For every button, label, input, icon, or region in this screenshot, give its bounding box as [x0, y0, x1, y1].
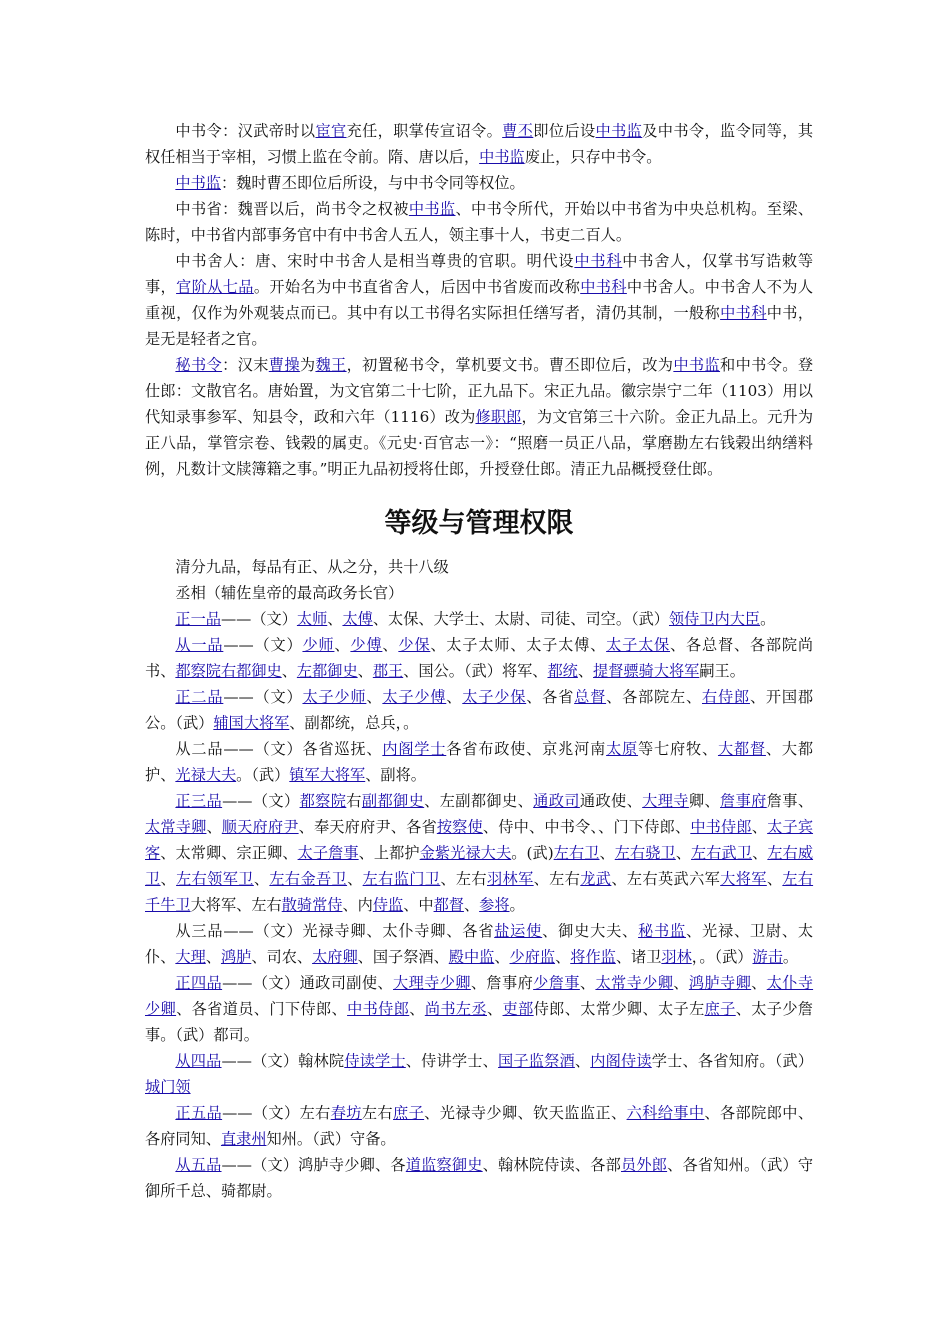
hyperlink[interactable]: 殿中监 — [448, 948, 495, 966]
hyperlink[interactable]: 内阁学士 — [382, 740, 447, 758]
hyperlink[interactable]: 中书侍郎 — [690, 818, 752, 836]
text-run: 、 — [409, 1000, 425, 1018]
text-run: 清分九品，每品有正、从之分，共十八级 — [175, 558, 449, 576]
text-run: 、中书令所代，开始以中书省为中央总机构。至梁、陈时，中书省内部事务官中有中书舍人五人，领主事十人，书吏二百人。 — [145, 200, 814, 244]
text-run: 通政使、 — [579, 792, 643, 810]
hyperlink[interactable]: 曹操 — [268, 356, 300, 374]
text-run: ：汉末 — [222, 356, 269, 374]
text-run: ，。（武） — [691, 948, 753, 966]
paragraph — [145, 1100, 813, 1152]
hyperlink[interactable]: 都督 — [433, 896, 464, 914]
text-run: 、 — [160, 870, 177, 888]
hyperlink[interactable]: 吏部 — [502, 1000, 534, 1018]
hyperlink[interactable]: 大都督 — [717, 740, 766, 758]
hyperlink[interactable]: 大理寺少卿 — [393, 974, 471, 992]
paragraph — [145, 632, 813, 684]
paragraph — [145, 118, 813, 170]
hyperlink[interactable]: 大理寺 — [642, 792, 689, 810]
hyperlink[interactable]: 都察院右都御史 — [175, 662, 282, 680]
document-page — [145, 118, 813, 1204]
hyperlink[interactable]: 中书监 — [175, 174, 221, 192]
hyperlink[interactable]: 左右卫 — [553, 844, 600, 862]
hyperlink[interactable]: 六科给事中 — [626, 1104, 705, 1122]
paragraph — [145, 970, 813, 1048]
hyperlink[interactable]: 镇军大将军 — [289, 766, 366, 784]
hyperlink[interactable]: 太常寺卿 — [145, 818, 207, 836]
text-run: 、太子少詹事。（武）都司。 — [145, 1000, 814, 1044]
text-run: 、 — [463, 896, 480, 914]
hyperlink[interactable]: 太傅 — [342, 610, 373, 628]
paragraph — [145, 1152, 813, 1204]
text-run: 、副将。 — [365, 766, 426, 784]
text-run: 左右 — [361, 1104, 393, 1122]
paragraph — [145, 352, 813, 482]
text-run: 。 — [509, 896, 525, 914]
hyperlink[interactable]: 都统 — [547, 662, 578, 680]
hyperlink[interactable]: 庶子 — [393, 1104, 425, 1122]
hyperlink[interactable]: 太师 — [296, 610, 328, 628]
hyperlink[interactable]: 中书科 — [580, 278, 627, 296]
text-run: 、各总督、各部院尚书、 — [145, 636, 814, 680]
hyperlink[interactable]: 春坊 — [330, 1104, 362, 1122]
hyperlink[interactable]: 金紫光禄大夫 — [419, 844, 512, 862]
hyperlink[interactable]: 龙武 — [580, 870, 612, 888]
hyperlink[interactable]: 正三品 — [175, 792, 223, 810]
text-run: 、光禄寺少卿、钦天监监正、 — [424, 1104, 627, 1122]
text-run: 中书省：魏晋以后，尚书令之权被 — [175, 200, 409, 218]
hyperlink[interactable]: 少保 — [398, 636, 431, 654]
text-run: 、内 — [342, 896, 373, 914]
hyperlink[interactable]: 曹丕 — [502, 122, 534, 140]
text-run: ，初置秘书令，掌机要文书。曹丕即位后，改为 — [346, 356, 674, 374]
hyperlink[interactable]: 左右威卫 — [145, 844, 814, 888]
text-run: 、左副都御史、 — [424, 792, 534, 810]
hyperlink[interactable]: 秘书监 — [638, 922, 686, 940]
hyperlink[interactable]: 盐运使 — [494, 922, 543, 940]
hyperlink[interactable]: 副都御史 — [361, 792, 425, 810]
text-run: 、侍讲学士、 — [405, 1052, 499, 1070]
text-run: 知州。（武）守备。 — [266, 1130, 396, 1148]
text-run: 、大都护、 — [145, 740, 814, 784]
text-run: 、 — [366, 688, 383, 706]
hyperlink[interactable]: 官阶从七品 — [176, 278, 254, 296]
paragraph — [145, 196, 813, 248]
text-run: 右 — [346, 792, 362, 810]
text-run: 、 — [766, 870, 783, 888]
hyperlink[interactable]: 提督骠骑大将军 — [593, 662, 700, 680]
paragraph — [145, 606, 813, 632]
text-run: ——（文）鸿胪寺少卿、各 — [221, 1156, 406, 1174]
hyperlink[interactable]: 郡王 — [372, 662, 404, 680]
text-run: 、太子太师、太子太傅、 — [430, 636, 607, 654]
hyperlink[interactable]: 正二品 — [175, 688, 224, 706]
text-run: 、各省知州。（武）守御所千总、骑都尉。 — [145, 1156, 814, 1200]
hyperlink[interactable]: 太常寺少卿 — [595, 974, 674, 992]
hyperlink[interactable]: 魏王 — [315, 356, 347, 374]
hyperlink[interactable]: 侍监 — [372, 896, 404, 914]
text-run: 、 — [751, 818, 768, 836]
hyperlink[interactable]: 领侍卫内大臣 — [668, 610, 761, 628]
text-run: 和中书令。登仕郎：文散官名。唐始置，为文官第二十七阶，正九品下。宋正九品。徽宗崇宁二年（1103）用以代知录事参军、知县令，政和六年（1116）改为 — [145, 356, 814, 426]
hyperlink[interactable]: 少傅 — [350, 636, 383, 654]
text-run: 、侍中、中书令、、门下侍郎、 — [482, 818, 691, 836]
hyperlink[interactable]: 左都御史 — [296, 662, 358, 680]
hyperlink[interactable]: 中书科 — [720, 304, 767, 322]
text-run: 、司农、 — [251, 948, 313, 966]
hyperlink[interactable]: 总督 — [574, 688, 607, 706]
hyperlink[interactable]: 右侍郎 — [702, 688, 750, 706]
text-run: 、副都统，总兵，。 — [289, 714, 419, 732]
hyperlink[interactable]: 正一品 — [175, 610, 221, 628]
text-run: 即位后设 — [533, 122, 596, 140]
hyperlink[interactable]: 左右领军卫 — [176, 870, 254, 888]
text-run: 侍郎、太常少卿、太子左 — [533, 1000, 705, 1018]
hyperlink[interactable]: 顺天府府尹 — [221, 818, 299, 836]
text-run: 等七府牧、 — [638, 740, 718, 758]
hyperlink[interactable]: 辅国大将军 — [213, 714, 290, 732]
text-run: ——（文）左右 — [222, 1104, 331, 1122]
text-run: 、 — [334, 636, 351, 654]
text-run: ——（文）通政司副使、 — [222, 974, 393, 992]
text-run: 从二品——（文）各省巡抚、 — [175, 740, 383, 758]
text-run: ：魏时曹丕即位后所设，与中书令同等权位。 — [220, 174, 525, 192]
hyperlink[interactable]: 侍读学士 — [344, 1052, 406, 1070]
text-run: 中书舍人，仅掌书写诰敕等事， — [145, 252, 814, 296]
text-run: 、 — [673, 974, 689, 992]
text-run: 。 — [760, 610, 776, 628]
text-run: 、 — [281, 662, 297, 680]
text-run: 学士、各省知府。（武） — [651, 1052, 814, 1070]
paragraph — [145, 918, 813, 970]
hyperlink[interactable]: 詹事府 — [720, 792, 767, 810]
text-run: 、左右 — [440, 870, 487, 888]
text-run: 、 — [446, 688, 463, 706]
hyperlink[interactable]: 修职郎 — [475, 408, 522, 426]
hyperlink[interactable]: 太子少师 — [302, 688, 367, 706]
hyperlink[interactable]: 城门领 — [145, 1078, 191, 1096]
hyperlink[interactable]: 太子太保 — [606, 636, 671, 654]
hyperlink[interactable]: 左右金吾卫 — [269, 870, 348, 888]
text-run: 、光禄、卫尉、太仆、 — [145, 922, 814, 966]
hyperlink[interactable]: 参将 — [479, 896, 510, 914]
hyperlink[interactable]: 尚书左丞 — [424, 1000, 487, 1018]
hyperlink[interactable]: 直隶州 — [220, 1130, 267, 1148]
hyperlink[interactable]: 中书监 — [479, 148, 525, 166]
text-run: 、 — [555, 948, 571, 966]
text-run: 中书舍人。中书舍人不为人重视，仅作为外观装点而已。其中有以工书得名实际担任缮写者，清仍其制，一般称 — [145, 278, 814, 322]
text-run: 、国子祭酒、 — [357, 948, 449, 966]
hyperlink[interactable]: 按察使 — [436, 818, 483, 836]
text-run: 嗣王。 — [699, 662, 745, 680]
text-run: 充任，职掌传宣诏令。 — [346, 122, 503, 140]
hyperlink[interactable]: 从一品 — [175, 636, 224, 654]
paragraph — [145, 580, 813, 606]
hyperlink[interactable]: 正五品 — [175, 1104, 223, 1122]
text-run: 、 — [382, 636, 399, 654]
hyperlink[interactable]: 庶子 — [704, 1000, 736, 1018]
text-run: 、各部院郎中、各府同知、 — [145, 1104, 814, 1148]
hyperlink[interactable]: 通政司 — [533, 792, 580, 810]
text-run: 及中书令，监令同等，其权任相当于宰相，习惯上监在令前。隋、唐以后， — [145, 122, 814, 166]
text-run: 詹事、 — [766, 792, 814, 810]
text-run: 、御史大夫、 — [542, 922, 639, 940]
text-run: 、 — [205, 948, 221, 966]
hyperlink[interactable]: 中书监 — [408, 200, 456, 218]
text-run: 、中 — [403, 896, 434, 914]
text-run: 、国公。（武）将军、 — [403, 662, 548, 680]
text-run: 大将军、左右 — [190, 896, 282, 914]
text-run: ——（文） — [220, 610, 297, 628]
text-run: 、 — [487, 1000, 503, 1018]
section-heading: 等级与管理权限 — [384, 508, 574, 539]
hyperlink[interactable]: 内阁侍读 — [590, 1052, 652, 1070]
text-run: 、 — [253, 870, 270, 888]
hyperlink[interactable]: 鸿胪 — [220, 948, 252, 966]
hyperlink[interactable]: 宦官 — [315, 122, 347, 140]
text-run: 、太保、大学士、太尉、司徒、司空。（武） — [372, 610, 669, 628]
hyperlink[interactable]: 都察院 — [299, 792, 347, 810]
paragraph — [145, 554, 813, 580]
hyperlink[interactable]: 将作监 — [570, 948, 616, 966]
text-run: 、 — [347, 870, 363, 888]
hyperlink[interactable]: 太仆寺少卿 — [145, 974, 814, 1018]
hyperlink[interactable]: 太子宾客 — [145, 818, 814, 862]
text-run: 从三品——（文）光禄寺卿、太仆寺卿、各省 — [175, 922, 495, 940]
paragraph — [145, 170, 813, 196]
text-run: 、 — [752, 844, 768, 862]
hyperlink[interactable]: 羽林 — [661, 948, 692, 966]
text-run: ——（文） — [223, 636, 303, 654]
hyperlink[interactable]: 左右武卫 — [691, 844, 753, 862]
text-run: 、开国郡公。（武） — [145, 688, 814, 732]
text-run: 、 — [574, 1052, 591, 1070]
hyperlink[interactable]: 太府卿 — [312, 948, 358, 966]
text-run: 。（武） — [236, 766, 290, 784]
text-run: 、 — [599, 844, 615, 862]
hyperlink[interactable]: 少詹事 — [533, 974, 580, 992]
text-run: 中书，是无是轻者之官。 — [145, 304, 814, 348]
text-run: 、奉天府府尹、各省 — [298, 818, 437, 836]
hyperlink[interactable]: 秘书令 — [175, 356, 223, 374]
text-run: 中书令：汉武帝时以 — [175, 122, 316, 140]
hyperlink[interactable]: 员外郎 — [620, 1156, 668, 1174]
paragraph — [145, 736, 813, 788]
text-run: 、各省道员、门下侍郎、 — [176, 1000, 348, 1018]
text-run: ——（文） — [222, 792, 300, 810]
hyperlink[interactable]: 中书监 — [673, 356, 721, 374]
text-run: 。 — [782, 948, 799, 966]
text-run: 、 — [675, 844, 692, 862]
hyperlink[interactable]: 太子詹事 — [297, 844, 359, 862]
hyperlink[interactable]: 大理 — [175, 948, 206, 966]
paragraph — [145, 684, 813, 736]
hyperlink[interactable]: 羽林军 — [486, 870, 534, 888]
text-run: 丞相（辅佐皇帝的最高政务长官） — [175, 584, 404, 602]
paragraph — [145, 248, 813, 352]
text-run: 、詹事府 — [470, 974, 534, 992]
text-run: 、 — [327, 610, 343, 628]
text-run: 。(武) — [511, 844, 554, 862]
hyperlink[interactable]: 道监察御史 — [405, 1156, 483, 1174]
text-run: 、 — [206, 818, 222, 836]
text-run: 、 — [494, 948, 510, 966]
hyperlink[interactable]: 国子监祭酒 — [498, 1052, 575, 1070]
hyperlink[interactable]: 大将军 — [720, 870, 767, 888]
text-run: 废止，只存中书令。 — [524, 148, 662, 166]
text-run: 、 — [577, 662, 594, 680]
text-run: ——（文）翰林院 — [221, 1052, 345, 1070]
text-run: 、左右 — [533, 870, 581, 888]
text-run: 、各省 — [526, 688, 575, 706]
text-run: 中书舍人：唐、宋时中书舍人是相当尊贵的官职。明代设 — [175, 252, 575, 270]
text-run: 为 — [299, 356, 316, 374]
hyperlink[interactable]: 散骑常侍 — [281, 896, 343, 914]
text-run: 、左右英武六军 — [611, 870, 721, 888]
hyperlink[interactable]: 太子少傅 — [382, 688, 447, 706]
hyperlink[interactable]: 光禄大夫 — [175, 766, 237, 784]
hyperlink[interactable]: 从五品 — [175, 1156, 222, 1174]
text-run: 、上都护 — [358, 844, 420, 862]
hyperlink[interactable]: 少师 — [302, 636, 335, 654]
hyperlink[interactable]: 左右监门卫 — [362, 870, 441, 888]
hyperlink[interactable]: 左右千牛卫 — [145, 870, 814, 914]
paragraph — [145, 1048, 813, 1100]
text-run: ，为文官第三十六阶。金正九品上。元升为正八品，掌管宗卷、钱榖的属吏。《元史·百官志一》：“照磨一员正八品，掌磨勘左右钱榖出纳缮料例，凡数计文牍簿籍之事。”明正九品初授将仕郎，升授登仕郎。清正九品概授登仕郎。 — [145, 408, 814, 478]
text-run: 卿、 — [688, 792, 721, 810]
text-run: 、诸卫 — [615, 948, 662, 966]
hyperlink[interactable]: 鸿胪寺卿 — [688, 974, 752, 992]
text-run: 、 — [751, 974, 767, 992]
text-run: 、太常卿、宗正卿、 — [160, 844, 298, 862]
hyperlink[interactable]: 从四品 — [175, 1052, 222, 1070]
text-run: 、翰林院侍读、各部 — [482, 1156, 621, 1174]
text-run: 、 — [579, 974, 596, 992]
hyperlink[interactable]: 太原 — [606, 740, 639, 758]
text-run: 。开始名为中书直省舍人，后因中书省废而改称 — [253, 278, 581, 296]
text-run: 、各部院左、 — [606, 688, 702, 706]
hyperlink[interactable]: 中书监 — [595, 122, 643, 140]
rank-section — [145, 554, 813, 1204]
text-run: 、 — [357, 662, 373, 680]
hyperlink[interactable]: 正四品 — [175, 974, 223, 992]
paragraph — [145, 788, 813, 918]
text-run: 各省布政使、京兆河南 — [446, 740, 607, 758]
hyperlink[interactable]: 太子少保 — [462, 688, 527, 706]
hyperlink[interactable]: 少府监 — [509, 948, 556, 966]
intro-section — [145, 118, 813, 482]
text-run: ——（文） — [223, 688, 303, 706]
hyperlink[interactable]: 中书侍郎 — [347, 1000, 410, 1018]
hyperlink[interactable]: 中书科 — [574, 252, 623, 270]
hyperlink[interactable]: 游击 — [752, 948, 783, 966]
hyperlink[interactable]: 左右骁卫 — [614, 844, 676, 862]
